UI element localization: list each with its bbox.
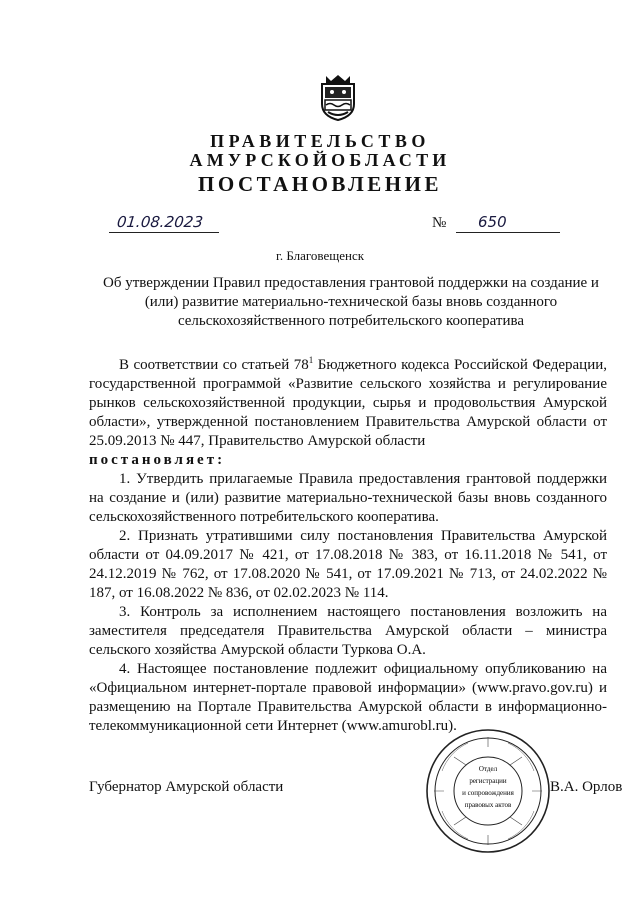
- stamp-line1: Отдел: [478, 765, 498, 773]
- document-body: [89, 356, 607, 736]
- stamp-line4: правовых актов: [464, 801, 512, 809]
- org-name-line1: ПРАВИТЕЛЬСТВО: [210, 131, 430, 151]
- date-field: [109, 212, 219, 233]
- org-name-line2: АМУРСКОЙОБЛАСТИ: [189, 150, 451, 170]
- date-handwritten: 01.08.2023: [116, 213, 204, 231]
- number-handwritten: 650: [478, 213, 507, 231]
- signer-name: В.А. Орлов: [550, 779, 623, 795]
- item-paragraph: 2. Признать утратившими силу постановления Правительства Амурской области от 04.09.2017 № 421, от 17.08.2018 № 383, от 16.11.2018 № 541, от 24.12.2019 № 762, от 17.08.2020 № 541, от 17.09.2021 № 713, от 24.02.2022 № 187, от 16.08.2022 № 836, от 02.02.2023 № 114.: [89, 528, 607, 601]
- stamp-line3: и сопровождения: [462, 789, 514, 797]
- item-paragraph: 1. Утвердить прилагаемые Правила предоставления грантовой поддержки на создание и (или) развитие материально-технической базы вновь созданного сельскохозяйственного потребительского кооператива.: [89, 471, 607, 525]
- item-paragraph: 4. Настоящее постановление подлежит официальному опубликованию на «Официальном интернет-портале правовой информации» (www.pravo.gov.ru) и размещению на Портале Правительства Амурской области в информационно-телекоммуникационной сети Интернет (www.amurobl.ru).: [89, 661, 607, 734]
- city: г. Благовещенск: [275, 248, 365, 263]
- stamp-line2: регистрации: [469, 777, 507, 785]
- resolves-heading: постановляет:: [89, 452, 226, 468]
- coat-of-arms-emblem: [318, 72, 358, 122]
- number-label: №: [432, 215, 447, 231]
- registration-stamp: [424, 727, 552, 855]
- signer-position: Губернатор Амурской области: [89, 779, 284, 795]
- document-title: Об утверждении Правил предоставления грантовой поддержки на создание и (или) развитие материально-технической базы вновь созданного сельскохозяйственного потребительского кооператива: [103, 275, 599, 329]
- superscript: 1: [308, 355, 314, 365]
- item-paragraph: 3. Контроль за исполнением настоящего постановления возложить на заместителя председателя Правительства Амурской области – министра сельского хозяйства Амурской области Туркова О.А.: [89, 604, 607, 658]
- document-type: ПОСТАНОВЛЕНИЕ: [198, 172, 442, 196]
- intro-paragraph: В соответствии со статьей $78^1$ Бюджетного кодекса Российской Федерации, государственной программой «Развитие сельского хозяйства и регулирование рынков сельскохозяйственной продукции, сырья и продовольствия Амурской области», утвержденной постановлением Правительства Амурской области от 25.09.2013 № 447, Правительство Амурской области: [89, 355, 608, 449]
- number-field: [456, 212, 560, 233]
